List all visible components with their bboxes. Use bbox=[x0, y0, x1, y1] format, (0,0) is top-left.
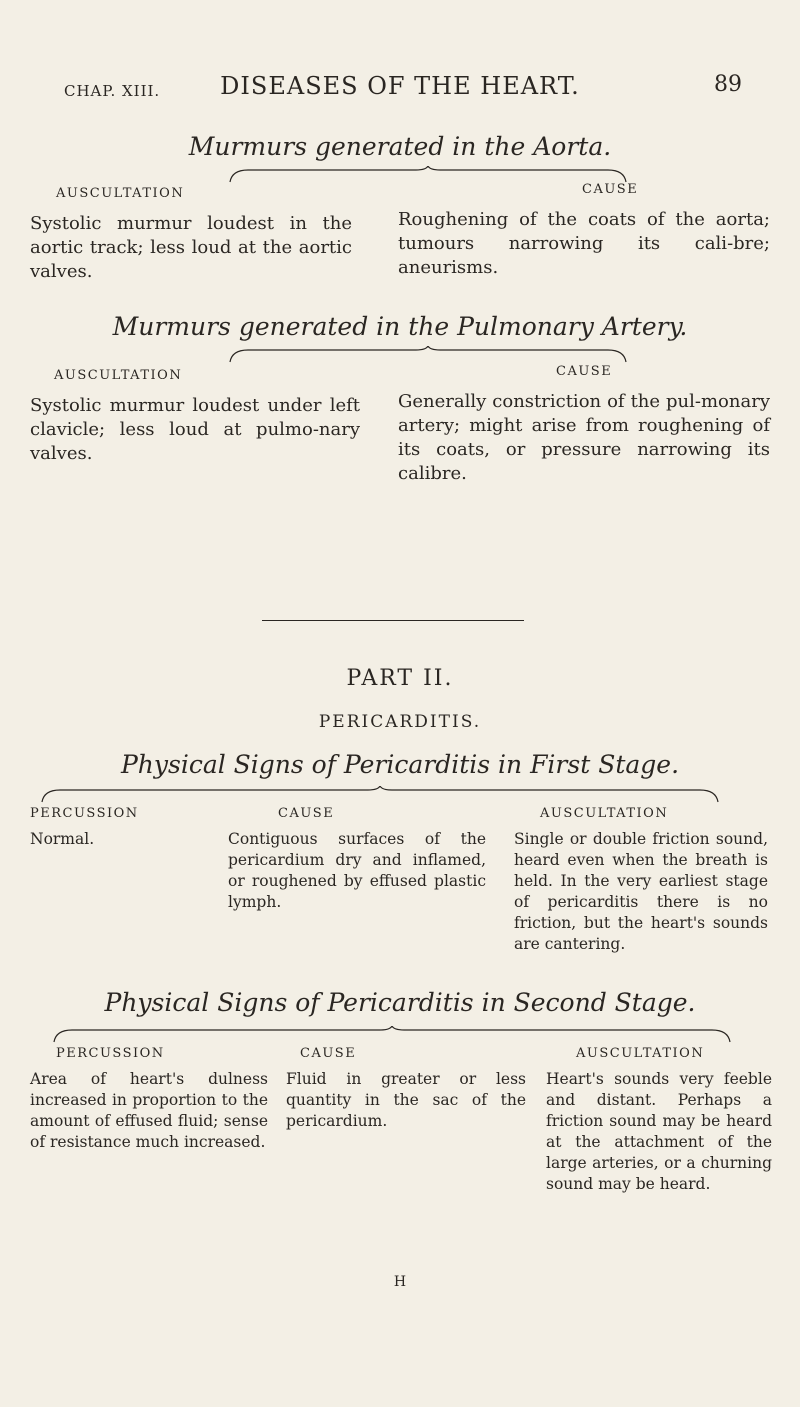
second-auscultation-heading: AUSCULTATION bbox=[576, 1046, 705, 1061]
aorta-cause-heading: CAUSE bbox=[582, 182, 639, 197]
second-auscultation-text: Heart's sounds very feeble and distant. Perhaps a friction sound may be heard at the attachment of the large arteries, or a churning sound may be heard. bbox=[546, 1070, 772, 1193]
aorta-auscultation-text: Systolic murmur loudest in the aortic track; less loud at the aortic valves. bbox=[30, 213, 352, 282]
aorta-auscultation-heading: AUSCULTATION bbox=[56, 186, 185, 201]
brace-second-stage bbox=[52, 1026, 732, 1044]
brace-aorta bbox=[228, 166, 628, 184]
page-header-title: DISEASES OF THE HEART. bbox=[220, 72, 580, 100]
brace-pulmonary bbox=[228, 346, 628, 364]
page-number: 89 bbox=[714, 72, 742, 97]
aorta-cause-text: Roughening of the coats of the aorta; tumours narrowing its cali-bre; aneurisms. bbox=[398, 209, 770, 278]
part-subtitle: PERICARDITIS. bbox=[318, 712, 482, 732]
second-cause-heading: CAUSE bbox=[300, 1046, 357, 1061]
first-cause-text: Contiguous surfaces of the pericardium dry and inflamed, or roughened by effused plastic lymph. bbox=[228, 830, 486, 911]
part-title: PART II. bbox=[346, 666, 454, 691]
section-first-stage-title: Physical Signs of Pericarditis in First Stage. bbox=[120, 750, 680, 779]
pulmonary-cause-heading: CAUSE bbox=[556, 364, 613, 379]
first-auscultation-heading: AUSCULTATION bbox=[540, 806, 669, 821]
chapter-label: CHAP. XIII. bbox=[64, 82, 161, 100]
second-percussion-heading: PERCUSSION bbox=[56, 1046, 165, 1061]
second-percussion-text: Area of heart's dulness increased in proportion to the amount of effused fluid; sense of resistance much increased. bbox=[30, 1070, 268, 1151]
signature-mark: H bbox=[393, 1274, 407, 1290]
section-pulmonary-title: Murmurs generated in the Pulmonary Artery. bbox=[112, 312, 688, 341]
pulmonary-cause-text: Generally constriction of the pul-monary artery; might arise from roughening of its coats, or pressure narrowing its calibre. bbox=[398, 391, 770, 484]
section-divider bbox=[262, 620, 524, 621]
second-cause-text: Fluid in greater or less quantity in the sac of the pericardium. bbox=[286, 1070, 526, 1130]
first-percussion-text: Normal. bbox=[30, 830, 95, 848]
brace-first-stage bbox=[40, 786, 720, 804]
section-aorta-title: Murmurs generated in the Aorta. bbox=[188, 132, 612, 161]
first-auscultation-text: Single or double friction sound, heard even when the breath is held. In the very earliest stage of pericarditis there is no friction, but the heart's sounds are cantering. bbox=[514, 830, 768, 953]
pulmonary-auscultation-text: Systolic murmur loudest under left clavicle; less loud at pulmo-nary valves. bbox=[30, 395, 360, 464]
section-second-stage-title: Physical Signs of Pericarditis in Second Stage. bbox=[104, 988, 696, 1017]
first-percussion-heading: PERCUSSION bbox=[30, 806, 139, 821]
first-cause-heading: CAUSE bbox=[278, 806, 335, 821]
pulmonary-auscultation-heading: AUSCULTATION bbox=[54, 368, 183, 383]
